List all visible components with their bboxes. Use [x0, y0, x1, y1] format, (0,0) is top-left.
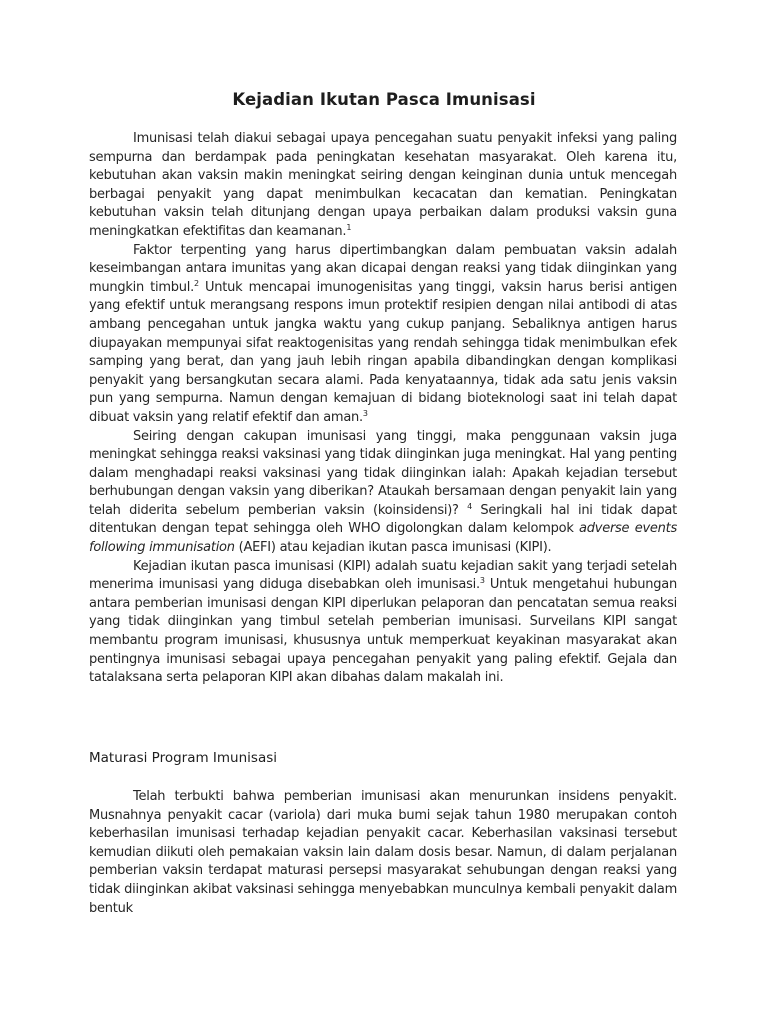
- paragraph-3-text-c: (AEFI) atau kejadian ikutan pasca imunisasi (KIPI).: [234, 540, 552, 556]
- section-paragraph: Telah terbukti bahwa pemberian imunisasi akan menurunkan insidens penyakit. Musnahnya penyakit cacar (variola) dari muka bumi sejak tahun 1980 merupakan contoh keberhasilan imunisasi terhadap kejadian penyakit cacar. Keberhasilan vaksinasi tersebut kemudian diikuti oleh pemakaian vaksin lain dalam dosis besar. Namun, di dalam perjalanan pemberian vaksin terdapat maturasi persepsi masyarakat sehubungan dengan reaksi yang tidak diinginkan akibat vaksinasi sehingga menyebabkan munculnya kembali penyakit dalam bentuk: [89, 789, 677, 916]
- paragraph-3-text-a: Seiring dengan cakupan imunisasi yang tinggi, maka penggunaan vaksin juga meningkat sehingga reaksi vaksinasi yang tidak diinginkan juga meningkat. Hal yang penting dalam menghadapi reaksi vaksinasi yang tidak diinginkan ialah: Apakah kejadian tersebut berhubungan dengan vaksin yang diberikan? Ataukah bersamaan dengan penyakit lain yang telah diderita sebelum pemberian vaksin (koinsidensi)?: [89, 428, 677, 518]
- footnote-ref: 2: [194, 278, 199, 288]
- section-body: [89, 788, 677, 918]
- paragraph-3: [89, 428, 677, 558]
- paragraph-2-text-a: Faktor terpenting yang harus dipertimbangkan dalam pembuatan vaksin adalah keseimbangan antara imunitas yang akan dicapai dengan reaksi yang tidak diinginkan yang mungkin timbul.: [89, 242, 677, 295]
- paragraph-4-text-b: Untuk mengetahui hubungan antara pemberian imunisasi dengan KIPI diperlukan pelaporan dan pencatatan semua reaksi yang tidak diinginkan yang timbul setelah pemberian imunisasi. Surveilans KIPI sangat membantu program imunisasi, khususnya untuk memperkuat keyakinan masyarakat akan pentingnya imunisasi sebagai upaya pencegahan penyakit yang paling efektif. Gejala dan tatalaksana serta pelaporan KIPI akan dibahas dalam makalah ini.: [89, 577, 677, 686]
- footnote-ref: 1: [346, 222, 352, 232]
- paragraph-3-text-b: Seringkali hal ini tidak dapat ditentukan dengan tepat sehingga oleh WHO digolongkan dalam kelompok: [89, 502, 677, 537]
- document-title: Kejadian Ikutan Pasca Imunisasi: [232, 90, 536, 109]
- section-heading: Maturasi Program Imunisasi: [89, 750, 278, 766]
- paragraph-4-text-a: Kejadian ikutan pasca imunisasi (KIPI) adalah suatu kejadian sakit yang terjadi setelah menerima imunisasi yang diduga disebabkan oleh imunisasi.: [89, 558, 677, 593]
- paragraph-4: [89, 558, 677, 688]
- footnote-ref: 4: [467, 501, 472, 511]
- footnote-ref: 3: [362, 408, 368, 418]
- paragraph-2: [89, 242, 677, 428]
- paragraph-1: [89, 130, 677, 242]
- document-body: [89, 130, 677, 688]
- paragraph-2-text-b: Untuk mencapai imunogenisitas yang tinggi, vaksin harus berisi antigen yang efektif untuk merangsang respons imun protektif resipien dengan nilai antibodi di atas ambang pencegahan untuk jangka waktu yang cukup panjang. Sebaliknya antigen harus diupayakan mempunyai sifat reaktogenisitas yang rendah sehingga tidak menimbulkan efek samping yang berat, dan yang jauh lebih ringan apabila dibandingkan dengan komplikasi penyakit yang bersangkutan secara alami. Pada kenyataannya, tidak ada satu jenis vaksin pun yang sempurna. Namun dengan kemajuan di bidang bioteknologi saat ini telah dapat dibuat vaksin yang relatif efektif dan aman.: [89, 279, 678, 425]
- paragraph-3-italic-term: adverse events following immunisation: [89, 521, 677, 556]
- paragraph-1-text: Imunisasi telah diakui sebagai upaya pencegahan suatu penyakit infeksi yang paling sempurna dan berdampak pada peningkatan kesehatan masyarakat. Oleh karena itu, kebutuhan akan vaksin makin meningkat seiring dengan keinginan dunia untuk mencegah berbagai penyakit yang dapat menimbulkan kecacatan dan kematian. Peningkatan kebutuhan vaksin telah ditunjang dengan upaya perbaikan dalam produksi vaksin guna meningkatkan efektifitas dan keamanan.: [89, 131, 677, 239]
- footnote-ref: 3: [479, 576, 485, 586]
